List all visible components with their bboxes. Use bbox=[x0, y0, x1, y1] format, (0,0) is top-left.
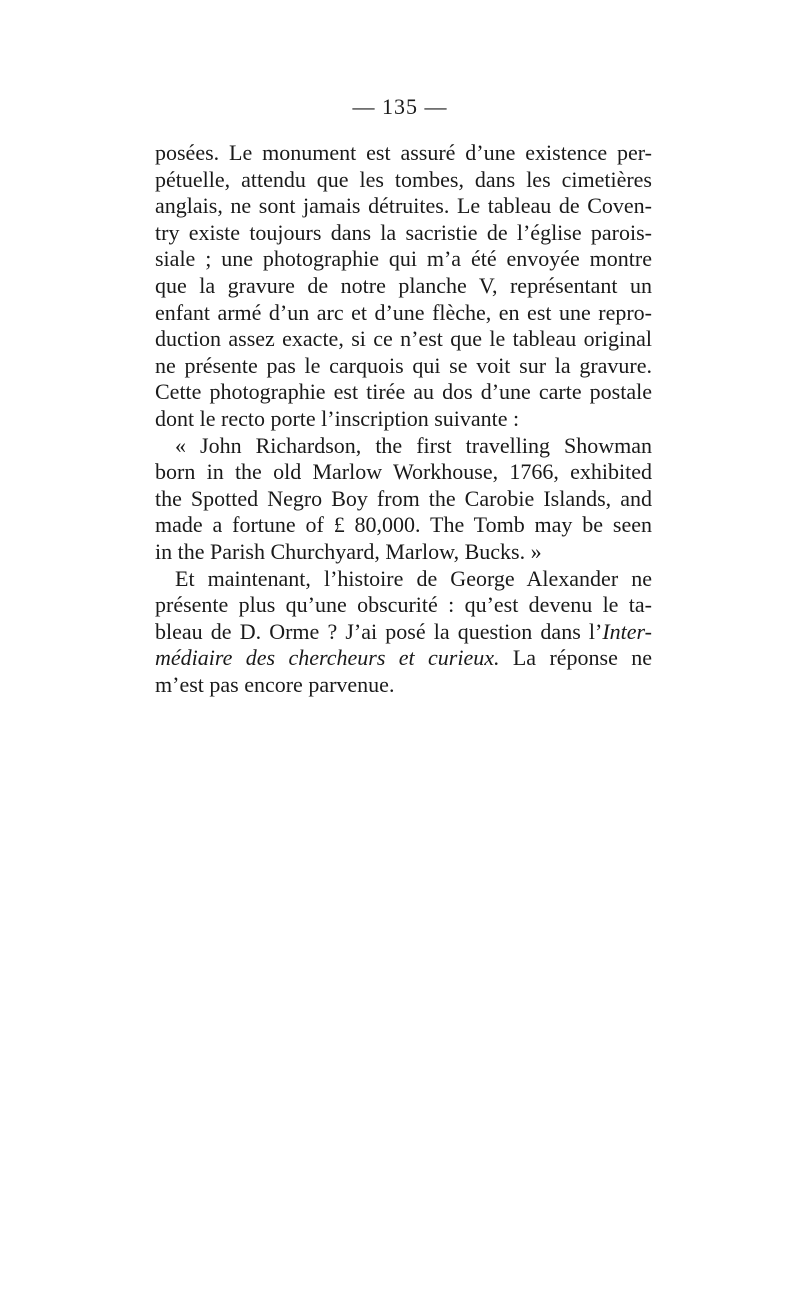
text-line: enfant armé d’un arc et d’une flèche, en est une repro- bbox=[155, 299, 652, 325]
text-line: try existe toujours dans la sacristie de l’église parois- bbox=[155, 219, 652, 245]
text-line: ne présente pas le carquois qui se voit sur la gravure. bbox=[155, 352, 652, 378]
quote-line: made a fortune of £ 80,000. The Tomb may be seen bbox=[155, 512, 652, 538]
text-line: médiaire des chercheurs et curieux. La réponse ne bbox=[155, 645, 652, 671]
text-line: m’est pas encore parvenue. bbox=[155, 671, 395, 697]
text-line: anglais, ne sont jamais détruites. Le tableau de Coven- bbox=[155, 193, 652, 219]
text-line: siale ; une photographie qui m’a été envoyée montre bbox=[155, 246, 652, 272]
text-line: présente plus qu’une obscurité : qu’est devenu le ta- bbox=[155, 592, 652, 618]
text-line: Cette photographie est tirée au dos d’une carte postale bbox=[155, 379, 652, 405]
text-line: dont le recto porte l’inscription suivante : bbox=[155, 405, 520, 431]
text-line: pétuelle, attendu que les tombes, dans les cimetières bbox=[155, 166, 652, 192]
text-line: duction assez exacte, si ce n’est que le tableau original bbox=[155, 326, 652, 352]
quote-line: the Spotted Negro Boy from the Carobie Islands, and bbox=[155, 485, 652, 511]
quote-line: in the Parish Churchyard, Marlow, Bucks. » bbox=[155, 538, 542, 564]
page-number: — 135 — bbox=[352, 94, 448, 119]
text-line: bleau de D. Orme ? J’ai posé la question dans l’Inter- bbox=[155, 618, 652, 644]
text-line: que la gravure de notre planche V, représentant un bbox=[155, 272, 652, 298]
italic-title-end: médiaire des chercheurs et curieux. bbox=[155, 645, 500, 671]
quote-line: « John Richardson, the first travelling Showman bbox=[175, 432, 652, 458]
text-line: Et maintenant, l’histoire de George Alexander ne bbox=[175, 565, 652, 591]
text-line: posées. Le monument est assuré d’une existence per- bbox=[155, 140, 652, 165]
quote-line: born in the old Marlow Workhouse, 1766, exhibited bbox=[155, 459, 652, 485]
body-text bbox=[155, 140, 652, 698]
italic-title-start: Inter- bbox=[602, 618, 652, 644]
